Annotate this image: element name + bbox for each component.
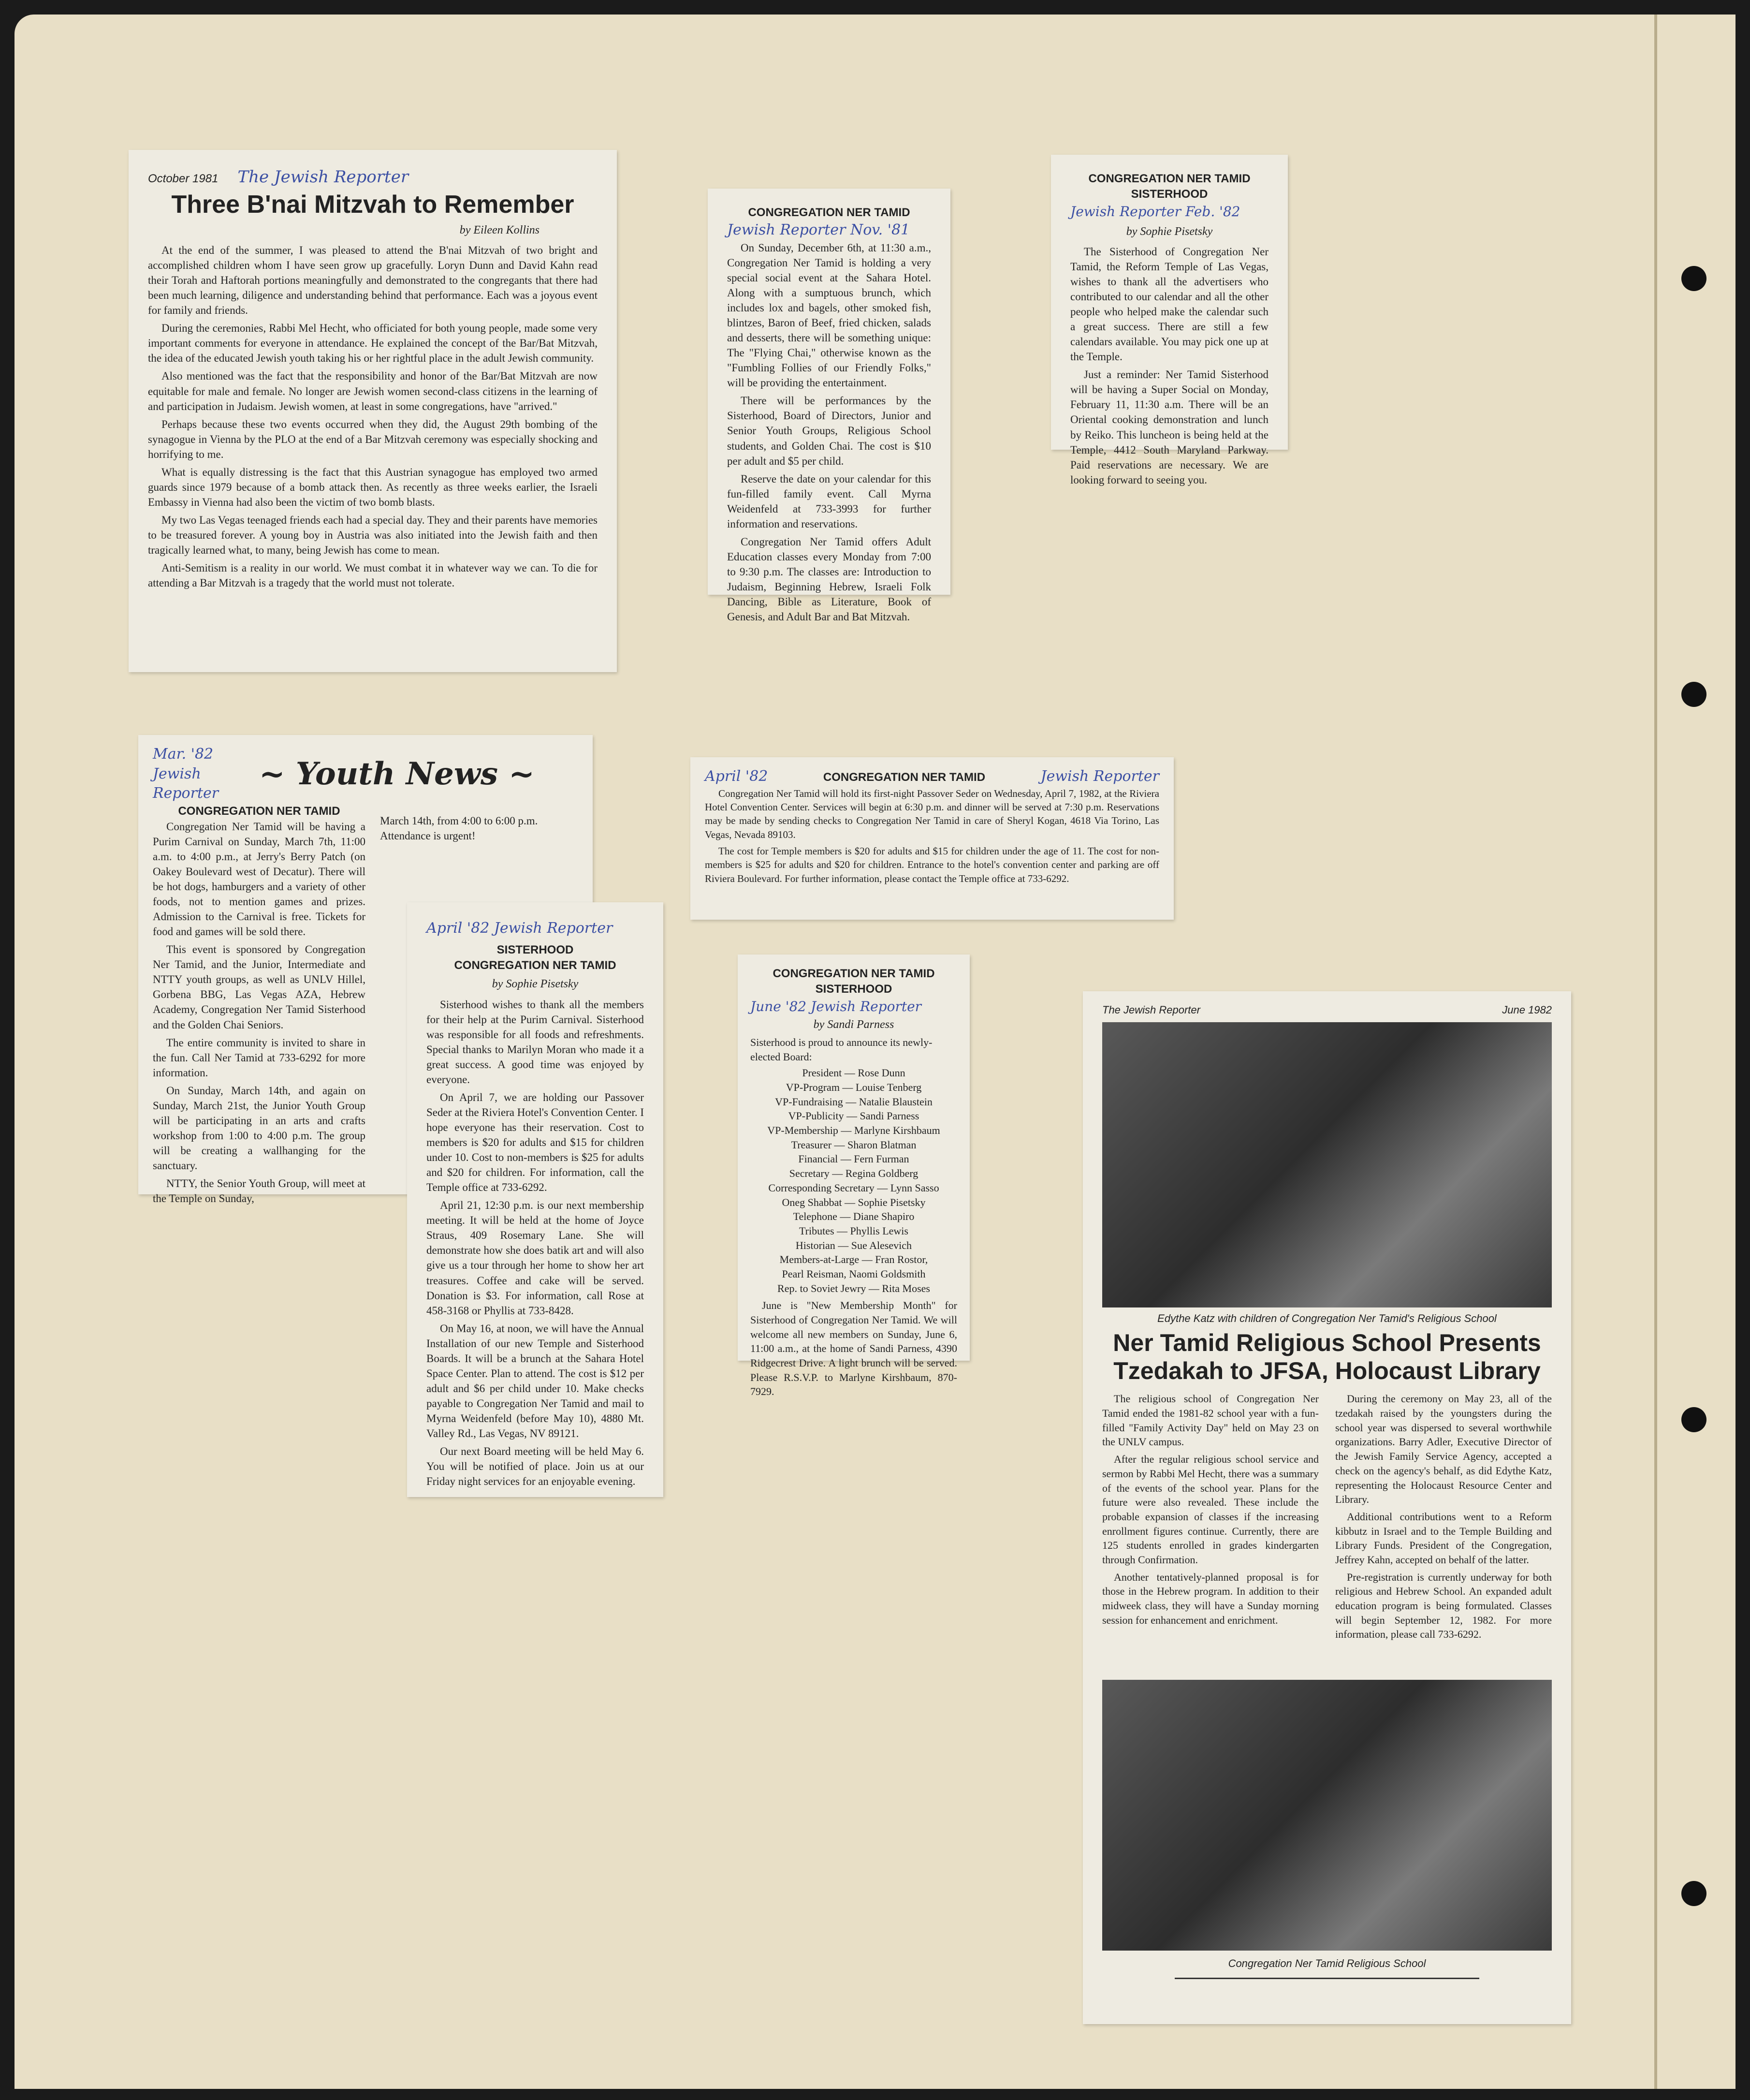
photo-religious-school-group [1102, 1680, 1552, 1951]
clipping-header: CONGREGATION NER TAMID [748, 206, 910, 219]
board-member: Treasurer — Sharon Blatman [791, 1138, 917, 1151]
clipping-header: SISTERHOOD [496, 943, 574, 956]
handwritten-note: April '82 Jewish Reporter [426, 920, 613, 937]
clipping-subheader: SISTERHOOD [1131, 188, 1208, 201]
board-member: Secretary — Regina Goldberg [789, 1167, 919, 1180]
board-member: Oneg Shabbat — Sophie Pisetsky [782, 1196, 926, 1208]
article-title: Ner Tamid Religious School Presents Tzedakah to JFSA, Holocaust Library [1113, 1329, 1541, 1384]
newspaper-name: The Jewish Reporter [1102, 1004, 1200, 1016]
article-body [1070, 244, 1269, 487]
clipping-three-bnai-mitzvah [129, 150, 617, 672]
paragraph: On April 7, we are holding our Passover Seder at the Riviera Hotel's Convention Center. I hope everyone has their reservation. Cost to members is $20 for adults and $15 for children under 10. Cost to non-members is $25 for adults and $20 for children. For information, call the Temple office at 733-6292. [426, 1091, 644, 1194]
clipping-header: CONGREGATION NER TAMID [823, 771, 986, 784]
paragraph: Perhaps because these two events occurred when they did, the August 29th bombing of the synagogue in Vienna by the PLO at the end of a Bar Mitzvah ceremony was especially shocking and horrifying to me. [148, 418, 598, 460]
board-member: Financial — Fern Furman [798, 1153, 909, 1165]
clipping-subheader: SISTERHOOD [815, 983, 892, 996]
paragraph: There will be performances by the Sisterhood, Board of Directors, Junior and Senior Youth Groups, Religious School students, and Golden Chai. The cost is $10 per adult and $5 per child. [727, 395, 931, 467]
clipping-header: CONGREGATION NER TAMID [178, 804, 340, 818]
paragraph: Congregation Ner Tamid offers Adult Education classes every Monday from 7:00 to 9:30 p.m. The classes are: Introduction to Judaism, Beginning Hebrew, Israeli Folk Dancing, Bible as Literature, Book of Genesis, and Adult Bar and Bat Mitzvah. [727, 535, 931, 623]
board-member: Members-at-Large — Fran Rostor, [779, 1253, 928, 1266]
binder-hole [1681, 1881, 1706, 1906]
paragraph: During the ceremony on May 23, all of the tzedakah raised by the youngsters during the school year was dispersed to several worthwhile organizations. Barry Adler, Executive Director of the Jewish Family Service Agency, accepted a check on the agency's behalf, as did Edythe Katz, representing the Holocaust Resource Center and Library. [1335, 1393, 1552, 1506]
handwritten-note: The Jewish Reporter [237, 167, 409, 187]
byline: by Eileen Kollins [459, 223, 540, 236]
article-title: Three B'nai Mitzvah to Remember [171, 190, 574, 219]
binding-fold [1654, 15, 1657, 2089]
board-member: VP-Membership — Marlyne Kirshbaum [767, 1124, 940, 1137]
handwritten-note: April '82 [705, 768, 768, 785]
paragraph: On Sunday, March 14th, and again on Sunday, March 21st, the Junior Youth Group will be participating in an arts and crafts workshop from 1:00 to 4:00 p.m. The group will be creating a wallhanging for the sanctuary. [153, 1084, 365, 1172]
article-body [426, 997, 644, 1489]
paragraph: On May 16, at noon, we will have the Annual Installation of our new Temple and Sisterhood Boards. It will be a brunch at the Sahara Hotel Space Center. Plan to attend. The cost is $12 per adult and $6 per child under 10. Make checks payable to Congregation Ner Tamid and mail to Myrna Weidenfeld (before May 10), 4880 Mt. Valley Rd., Las Vegas, NV 89121. [426, 1322, 644, 1439]
paragraph: March 14th, from 4:00 to 6:00 p.m. Attendance is urgent! [380, 814, 538, 842]
photo-caption: Congregation Ner Tamid Religious School [1228, 1957, 1426, 1969]
board-member: Historian — Sue Alesevich [795, 1239, 912, 1251]
paragraph: Sisterhood wishes to thank all the members for their help at the Purim Carnival. Sisterhood was responsible for all foods and refreshments. Special thanks to Marilyn Moran who made it a great success. A good time was enjoyed by everyone. [426, 998, 644, 1086]
handwritten-note: Jewish Reporter Feb. '82 [1070, 203, 1240, 220]
byline: by Sophie Pisetsky [1126, 225, 1213, 238]
paragraph: NTTY, the Senior Youth Group, will meet at the Temple on Sunday, [153, 1177, 365, 1205]
board-member: Telephone — Diane Shapiro [793, 1210, 915, 1223]
paragraph: Congregation Ner Tamid will be having a Purim Carnival on Sunday, March 7th, 11:00 a.m. to 4:00 p.m., at Jerry's Berry Patch (on Oakey Boulevard west of Decatur). There will be hot dogs, hamburgers and a variety of other foods, not to mention games and prizes. Admission to the Carnival is free. Tickets for food and games will be sold there. [153, 820, 365, 938]
board-member: Pearl Reisman, Naomi Goldsmith [782, 1267, 926, 1280]
binder-hole [1681, 266, 1706, 291]
clipping-header: CONGREGATION NER TAMID [1088, 172, 1251, 185]
byline: by Sophie Pisetsky [492, 978, 579, 991]
board-member: VP-Fundraising — Natalie Blaustein [775, 1095, 933, 1108]
rule-line [1175, 1978, 1479, 1979]
paragraph: Another tentatively-planned proposal is for those in the Hebrew program. In addition to their midweek class, they will have a Sunday morning session for enhancement and enrichment. [1102, 1571, 1319, 1626]
paragraph: Reserve the date on your calendar for this fun-filled family event. Call Myrna Weidenfeld at 733-3993 for further information and reservations. [727, 472, 931, 530]
clipping-religious-school [1083, 991, 1571, 2024]
handwritten-note: Mar. '82 Jewish Reporter [153, 746, 219, 802]
clipping-date: October 1981 [148, 172, 219, 185]
binder-hole [1681, 1407, 1706, 1432]
paragraph: Just a reminder: Ner Tamid Sisterhood will be having a Super Social on Monday, February 11, 11:30 a.m. There will be an Oriental cooking demonstration and lunch by Reiko. This luncheon is being held at the Temple, 4412 South Maryland Parkway. Paid reservations are necessary. We are looking forward to seeing you. [1070, 368, 1269, 486]
binder-hole [1681, 682, 1706, 707]
paragraph: Sisterhood is proud to announce its newly-elected Board: [750, 1036, 933, 1063]
article-body [705, 787, 1159, 885]
clipping-ner-tamid-social [708, 189, 950, 623]
paragraph: What is equally distressing is the fact that this Austrian synagogue has employed two armed guards since 1979 because of a bomb attack then. As recently as three weeks earlier, the Israeli Embassy in Vienna had also been the victim of two bomb blasts. [148, 466, 598, 508]
paragraph: June is "New Membership Month" for Sisterhood of Congregation Ner Tamid. We will welcome all new members on Sunday, June 6, 11:00 a.m., at the home of Sandi Parness, 4390 Ridgecrest Drive. A light brunch will be served. Please R.S.V.P. to Marlyne Kirshbaum, 870-7929. [750, 1299, 957, 1398]
handwritten-note: Jewish Reporter [1040, 768, 1159, 785]
paragraph: At the end of the summer, I was pleased to attend the B'nai Mitzvah of two bright and accomplished children whom I have seen grow up gracefully. Loryn Dunn and David Kahn read their Torah and Haftorah portions meaningfully and demonstrated to the congregants that there had been much learning, diligence and understanding behind that performance. Each was a joyous event for family and friends. [148, 244, 598, 317]
board-member: VP-Program — Louise Tenberg [786, 1081, 922, 1094]
handwritten-note: Jewish Reporter Nov. '81 [727, 221, 910, 239]
paragraph: The cost for Temple members is $20 for adults and $15 for children under the age of 11. The cost for non-members is $25 for adults and $20 for children. Entrance to the hotel's convention center and parking are off Riviera Boulevard. For further information, please contact the Temple office at 733-6292. [705, 845, 1159, 884]
board-member: Rep. to Soviet Jewry — Rita Moses [777, 1282, 930, 1294]
photo-caption: Edythe Katz with children of Congregation Ner Tamid's Religious School [1157, 1312, 1497, 1324]
paragraph: The Sisterhood of Congregation Ner Tamid, the Reform Temple of Las Vegas, wishes to thank all the advertisers who contributed to our calendar and all the other people who helped make the calendar such a great success. There are still a few calendars available. You may pick one up at the Temple. [1070, 245, 1269, 363]
paragraph: Pre-registration is currently underway for both religious and Hebrew School. An expanded adult education program is being formulated. Classes will begin September 12, 1982. For more information, please call 733-6292. [1335, 1571, 1552, 1641]
paragraph: Also mentioned was the fact that the responsibility and honor of the Bar/Bat Mitzvah are now equitable for male and female. No longer are Jewish women second-class citizens in the learning of and participation in Judaism. Jewish women, at least in some congregations, have "arrived." [148, 370, 598, 412]
board-member: VP-Publicity — Sandi Parness [788, 1110, 919, 1122]
paragraph: Our next Board meeting will be held May 6. You will be notified of place. Join us at our Friday night services for an enjoyable evening. [426, 1445, 644, 1488]
paragraph: After the regular religious school service and sermon by Rabbi Mel Hecht, there was a summary of the events of the school year. Plans for the future were also revealed. These include the probable expansion of classes if the increasing enrollment figures continue. Currently, there are 125 students enrolled in grades kindergarten through Confirmation. [1102, 1453, 1319, 1566]
handwritten-note: June '82 Jewish Reporter [750, 998, 922, 1014]
article-body [727, 240, 931, 624]
clipping-sisterhood-calendar [1051, 155, 1288, 486]
paragraph: During the ceremonies, Rabbi Mel Hecht, who officiated for both young people, made some very important comments for everyone in attendance. He explained the concept of the Bar/Bat Mitzvah, the idea of the educated Jewish youth taking his or her rightful place in the adult Jewish community. [148, 322, 598, 365]
clipping-passover-seder [690, 757, 1174, 920]
article-body [148, 243, 598, 590]
paragraph: Anti-Semitism is a reality in our world. We must combat it in whatever way we can. To die for attending a Bar Mitzvah is a tragedy that the world must not tolerate. [148, 562, 598, 589]
paragraph: My two Las Vegas teenaged friends each had a special day. They and their parents have memories to be treasured forever. A young boy in Austria was also initiated into the Jewish faith and then tragically learned what, to many, being Jewish has come to mean. [148, 514, 598, 556]
paragraph: The entire community is invited to share in the fun. Call Ner Tamid at 733-6292 for more information. [153, 1036, 365, 1079]
scrapbook-page [15, 15, 1735, 2089]
clipping-sisterhood-april [407, 902, 663, 1497]
article-body [1102, 1392, 1552, 1642]
board-member: Tributes — Phyllis Lewis [799, 1224, 908, 1237]
paragraph: The religious school of Congregation Ner Tamid ended the 1981-82 school year with a fun-filled "Family Activity Day" held on May 23 on the UNLV campus. [1102, 1393, 1319, 1448]
paragraph: April 21, 12:30 p.m. is our next membership meeting. It will be held at the home of Joyce Straus, 409 Rosemary Lane. She will demonstrate how she does batik art and will also give us a tour through her home to show her art treasures. Coffee and cake will be served. Donation is $3. For information, call Rose at 458-3168 or Phyllis at 733-8428. [426, 1199, 644, 1317]
paragraph: Additional contributions went to a Reform kibbutz in Israel and to the Temple Building and Library Funds. President of the Congregation, Jeffrey Kahn, accepted on behalf of the latter. [1335, 1510, 1552, 1566]
article-body [153, 819, 365, 1206]
clipping-date: June 1982 [1502, 1004, 1552, 1016]
photo-edythe-katz-with-children [1102, 1022, 1552, 1307]
clipping-sisterhood-board [738, 955, 970, 1398]
board-member: President — Rose Dunn [802, 1067, 905, 1079]
board-member: Corresponding Secretary — Lynn Sasso [768, 1181, 939, 1194]
byline: by Sandi Parness [813, 1018, 894, 1031]
clipping-subheader: CONGREGATION NER TAMID [454, 958, 616, 972]
section-banner: ~ Youth News ~ [259, 755, 535, 792]
paragraph: Congregation Ner Tamid will hold its first-night Passover Seder on Wednesday, April 7, 1982, at the Riviera Hotel Convention Center. Services will begin at 6:30 p.m. and dinner will be served at 7:30 p.m. Reservations may be made by sending checks to Congregation Ner Tamid in care of Sheryl Kogan, 4618 Via Torino, Las Vegas, Nevada 89103. [705, 787, 1159, 840]
paragraph: On Sunday, December 6th, at 11:30 a.m., Congregation Ner Tamid is holding a very special social event at the Sahara Hotel. Along with a sumptuous brunch, which includes lox and bagels, other smoked fish, blintzes, Baron of Beef, fried chicken, salads and desserts, there will be something unique: The "Flying Chai," otherwise known as the "Fumbling Follies of our Friendly Folks," will be providing the entertainment. [727, 241, 931, 389]
board-list [750, 1066, 957, 1295]
clipping-header: CONGREGATION NER TAMID [773, 967, 935, 980]
paragraph: This event is sponsored by Congregation Ner Tamid, and the Junior, Intermediate and NTTY youth groups, as well as UNLV Hillel, Gorbena BBG, Las Vegas AZA, Hebrew Academy, Congregation Ner Tamid Sisterhood and the Golden Chai Seniors. [153, 943, 365, 1031]
